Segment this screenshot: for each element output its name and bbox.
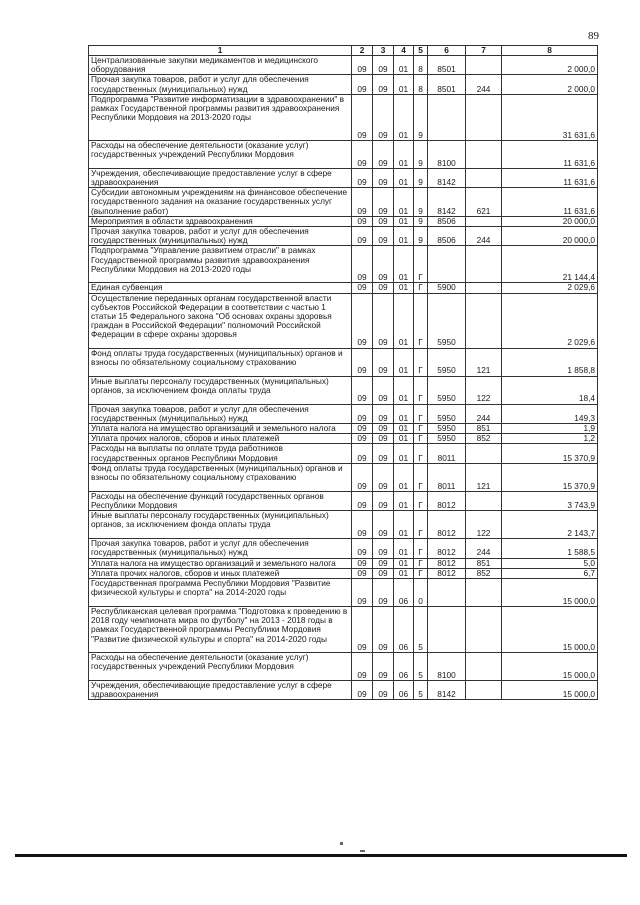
code-cell: 06 bbox=[394, 681, 414, 700]
code-cell: 01 bbox=[394, 558, 414, 568]
bottom-rule bbox=[15, 854, 627, 857]
code-cell: 09 bbox=[352, 283, 373, 293]
code-cell: 8012 bbox=[428, 491, 466, 510]
code-cell: 01 bbox=[394, 188, 414, 217]
code-cell: 09 bbox=[373, 56, 394, 75]
scan-mark bbox=[360, 850, 365, 852]
row-label: Государственная программа Республики Мордовия "Развитие физической культуры и спорта" на 2014-2020 годы bbox=[89, 579, 352, 607]
table-row bbox=[89, 376, 598, 404]
code-cell: 09 bbox=[373, 227, 394, 246]
code-cell: 5950 bbox=[428, 376, 466, 404]
code-cell: 09 bbox=[352, 681, 373, 700]
code-cell: 09 bbox=[352, 511, 373, 539]
code-cell bbox=[466, 579, 502, 607]
code-cell: 8 bbox=[414, 75, 428, 94]
code-cell: 5950 bbox=[428, 434, 466, 444]
code-cell: 01 bbox=[394, 434, 414, 444]
code-cell: 06 bbox=[394, 579, 414, 607]
code-cell: 09 bbox=[352, 94, 373, 140]
code-cell: 5950 bbox=[428, 404, 466, 423]
code-cell: 01 bbox=[394, 168, 414, 187]
code-cell: 01 bbox=[394, 283, 414, 293]
amount-cell: 15 370,9 bbox=[502, 444, 598, 463]
code-cell bbox=[466, 293, 502, 348]
code-cell bbox=[428, 607, 466, 653]
code-cell: 8012 bbox=[428, 511, 466, 539]
amount-cell: 1 588,5 bbox=[502, 539, 598, 558]
code-cell: 09 bbox=[373, 681, 394, 700]
table-row bbox=[89, 491, 598, 510]
code-cell: 09 bbox=[373, 463, 394, 491]
code-cell: 01 bbox=[394, 56, 414, 75]
code-cell: 01 bbox=[394, 94, 414, 140]
row-label: Прочая закупка товаров, работ и услуг для обеспечения государственных (муниципальных) нужд bbox=[89, 227, 352, 246]
code-cell: 09 bbox=[352, 404, 373, 423]
code-cell: 244 bbox=[466, 539, 502, 558]
code-cell: 01 bbox=[394, 376, 414, 404]
code-cell bbox=[428, 94, 466, 140]
code-cell: 852 bbox=[466, 568, 502, 578]
code-cell: 09 bbox=[373, 283, 394, 293]
code-cell: 01 bbox=[394, 216, 414, 226]
code-cell bbox=[466, 168, 502, 187]
table-row bbox=[89, 216, 598, 226]
code-cell: 0 bbox=[414, 579, 428, 607]
code-cell: 121 bbox=[466, 348, 502, 376]
code-cell: 09 bbox=[373, 348, 394, 376]
table-row bbox=[89, 94, 598, 140]
code-cell: 09 bbox=[373, 539, 394, 558]
code-cell: 09 bbox=[373, 444, 394, 463]
code-cell: 01 bbox=[394, 348, 414, 376]
table-row bbox=[89, 463, 598, 491]
code-cell: 9 bbox=[414, 94, 428, 140]
table-row bbox=[89, 227, 598, 246]
code-cell: 09 bbox=[373, 140, 394, 168]
table-row bbox=[89, 434, 598, 444]
code-cell: 8 bbox=[414, 56, 428, 75]
code-cell: 244 bbox=[466, 404, 502, 423]
code-cell bbox=[466, 56, 502, 75]
table-row bbox=[89, 579, 598, 607]
amount-cell: 31 631,6 bbox=[502, 94, 598, 140]
code-cell: Г bbox=[414, 283, 428, 293]
code-cell: 01 bbox=[394, 424, 414, 434]
code-cell bbox=[428, 579, 466, 607]
column-header: 7 bbox=[466, 46, 502, 56]
table-row bbox=[89, 511, 598, 539]
code-cell: 8506 bbox=[428, 216, 466, 226]
column-header: 4 bbox=[394, 46, 414, 56]
code-cell: 09 bbox=[373, 653, 394, 681]
code-cell: 01 bbox=[394, 444, 414, 463]
code-cell: 9 bbox=[414, 216, 428, 226]
code-cell: 09 bbox=[352, 579, 373, 607]
amount-cell: 11 631,6 bbox=[502, 168, 598, 187]
row-label: Уплата налога на имущество организаций и земельного налога bbox=[89, 558, 352, 568]
code-cell: 122 bbox=[466, 376, 502, 404]
row-label: Единая субвенция bbox=[89, 283, 352, 293]
code-cell: 09 bbox=[352, 246, 373, 283]
code-cell bbox=[466, 607, 502, 653]
code-cell: 09 bbox=[352, 188, 373, 217]
code-cell: 09 bbox=[352, 491, 373, 510]
code-cell: 122 bbox=[466, 511, 502, 539]
table-row bbox=[89, 539, 598, 558]
code-cell: 09 bbox=[373, 188, 394, 217]
table-row bbox=[89, 56, 598, 75]
code-cell: Г bbox=[414, 568, 428, 578]
amount-cell: 18,4 bbox=[502, 376, 598, 404]
code-cell: 09 bbox=[352, 75, 373, 94]
code-cell: 09 bbox=[352, 539, 373, 558]
code-cell: Г bbox=[414, 463, 428, 491]
scan-mark bbox=[340, 842, 343, 845]
code-cell: 09 bbox=[352, 348, 373, 376]
code-cell: 9 bbox=[414, 168, 428, 187]
table-header-row bbox=[89, 46, 598, 56]
code-cell bbox=[466, 444, 502, 463]
row-label: Осуществление переданных органам государственной власти субъектов Российской Федерации в соответствии с частью 1 статьи 15 Федерального закона "Об основах охраны здоровья граждан в Российской Федерации" полномочий Российской Федерации в сфере охраны здоровья bbox=[89, 293, 352, 348]
code-cell: 8100 bbox=[428, 140, 466, 168]
code-cell: 01 bbox=[394, 568, 414, 578]
code-cell: 8501 bbox=[428, 75, 466, 94]
code-cell: Г bbox=[414, 511, 428, 539]
code-cell: 851 bbox=[466, 424, 502, 434]
amount-cell: 15 000,0 bbox=[502, 681, 598, 700]
code-cell: 8100 bbox=[428, 653, 466, 681]
code-cell: 09 bbox=[373, 216, 394, 226]
code-cell: 01 bbox=[394, 539, 414, 558]
row-label: Подпрограмма "Управление развитием отрасли" в рамках Государственной программы развития здравоохранения Республики Мордовия на 2013-2020 годы bbox=[89, 246, 352, 283]
code-cell bbox=[466, 94, 502, 140]
budget-table bbox=[88, 45, 598, 700]
table-row bbox=[89, 348, 598, 376]
column-header: 3 bbox=[373, 46, 394, 56]
amount-cell: 20 000,0 bbox=[502, 227, 598, 246]
code-cell: 01 bbox=[394, 491, 414, 510]
code-cell: 09 bbox=[352, 568, 373, 578]
code-cell: Г bbox=[414, 558, 428, 568]
code-cell: 621 bbox=[466, 188, 502, 217]
code-cell bbox=[466, 140, 502, 168]
code-cell: 09 bbox=[373, 246, 394, 283]
table-row bbox=[89, 140, 598, 168]
code-cell: 09 bbox=[373, 434, 394, 444]
amount-cell: 6,7 bbox=[502, 568, 598, 578]
table-row bbox=[89, 653, 598, 681]
row-label: Фонд оплаты труда государственных (муниципальных) органов и взносы по обязательному социальному страхованию bbox=[89, 348, 352, 376]
code-cell: 09 bbox=[352, 227, 373, 246]
amount-cell: 15 000,0 bbox=[502, 579, 598, 607]
code-cell: 09 bbox=[352, 293, 373, 348]
code-cell bbox=[466, 216, 502, 226]
code-cell: 01 bbox=[394, 511, 414, 539]
column-header: 8 bbox=[502, 46, 598, 56]
amount-cell: 1 858,8 bbox=[502, 348, 598, 376]
row-label: Иные выплаты персоналу государственных (муниципальных) органов, за исключением фонда оплаты труда bbox=[89, 376, 352, 404]
amount-cell: 2 029,6 bbox=[502, 293, 598, 348]
table-row bbox=[89, 681, 598, 700]
code-cell: 8012 bbox=[428, 568, 466, 578]
code-cell: 09 bbox=[373, 376, 394, 404]
code-cell: 5 bbox=[414, 681, 428, 700]
code-cell: 852 bbox=[466, 434, 502, 444]
amount-cell: 2 000,0 bbox=[502, 75, 598, 94]
column-header: 2 bbox=[352, 46, 373, 56]
code-cell: 01 bbox=[394, 293, 414, 348]
code-cell: 244 bbox=[466, 75, 502, 94]
amount-cell: 15 000,0 bbox=[502, 607, 598, 653]
code-cell: 09 bbox=[352, 56, 373, 75]
amount-cell: 1,2 bbox=[502, 434, 598, 444]
code-cell: 09 bbox=[352, 434, 373, 444]
row-label: Учреждения, обеспечивающие предоставление услуг в сфере здравоохранения bbox=[89, 681, 352, 700]
table-row bbox=[89, 444, 598, 463]
table-row bbox=[89, 168, 598, 187]
code-cell: Г bbox=[414, 404, 428, 423]
code-cell: 09 bbox=[373, 94, 394, 140]
row-label: Иные выплаты персоналу государственных (муниципальных) органов, за исключением фонда оплаты труда bbox=[89, 511, 352, 539]
code-cell: 8501 bbox=[428, 56, 466, 75]
code-cell: 09 bbox=[373, 424, 394, 434]
code-cell: 8011 bbox=[428, 463, 466, 491]
code-cell: 01 bbox=[394, 404, 414, 423]
row-label: Учреждения, обеспечивающие предоставление услуг в сфере здравоохранения bbox=[89, 168, 352, 187]
code-cell: Г bbox=[414, 434, 428, 444]
row-label: Расходы на обеспечение деятельности (оказание услуг) государственных учреждений Республики Мордовия bbox=[89, 140, 352, 168]
code-cell: 09 bbox=[373, 568, 394, 578]
table-row bbox=[89, 607, 598, 653]
table-row bbox=[89, 283, 598, 293]
row-label: Расходы на выплаты по оплате труда работников государственных органов Республики Мордовия bbox=[89, 444, 352, 463]
code-cell: 06 bbox=[394, 607, 414, 653]
table-row bbox=[89, 293, 598, 348]
amount-cell: 1,9 bbox=[502, 424, 598, 434]
column-header: 1 bbox=[89, 46, 352, 56]
code-cell: Г bbox=[414, 444, 428, 463]
code-cell: 01 bbox=[394, 227, 414, 246]
amount-cell: 3 743,9 bbox=[502, 491, 598, 510]
code-cell: 01 bbox=[394, 140, 414, 168]
row-label: Прочая закупка товаров, работ и услуг для обеспечения государственных (муниципальных) нужд bbox=[89, 404, 352, 423]
code-cell: Г bbox=[414, 376, 428, 404]
code-cell: 5950 bbox=[428, 424, 466, 434]
code-cell: 01 bbox=[394, 463, 414, 491]
code-cell: 5950 bbox=[428, 293, 466, 348]
page-number: 89 bbox=[588, 30, 599, 42]
table-row bbox=[89, 558, 598, 568]
code-cell: Г bbox=[414, 424, 428, 434]
code-cell bbox=[466, 246, 502, 283]
code-cell: 06 bbox=[394, 653, 414, 681]
amount-cell: 5,0 bbox=[502, 558, 598, 568]
code-cell: 9 bbox=[414, 188, 428, 217]
code-cell: 5900 bbox=[428, 283, 466, 293]
code-cell bbox=[466, 681, 502, 700]
code-cell bbox=[466, 653, 502, 681]
code-cell: Г bbox=[414, 491, 428, 510]
code-cell: 09 bbox=[352, 463, 373, 491]
row-label: Расходы на обеспечение деятельности (оказание услуг) государственных учреждений Республики Мордовия bbox=[89, 653, 352, 681]
code-cell: 8011 bbox=[428, 444, 466, 463]
code-cell: 8012 bbox=[428, 558, 466, 568]
table-row bbox=[89, 424, 598, 434]
table-row bbox=[89, 246, 598, 283]
code-cell: Г bbox=[414, 246, 428, 283]
code-cell: 121 bbox=[466, 463, 502, 491]
code-cell: 09 bbox=[352, 140, 373, 168]
code-cell: 8142 bbox=[428, 681, 466, 700]
row-label: Республиканская целевая программа "Подготовка к проведению в 2018 году чемпионата мира по футболу" на 2013 - 2018 годы в рамках Государственной программы Республики Мордовия "Развитие физической культуры и спорта" на 2014-2020 годы bbox=[89, 607, 352, 653]
table-row bbox=[89, 404, 598, 423]
amount-cell: 15 370,9 bbox=[502, 463, 598, 491]
code-cell: 09 bbox=[352, 424, 373, 434]
amount-cell: 2 143,7 bbox=[502, 511, 598, 539]
code-cell: 8506 bbox=[428, 227, 466, 246]
code-cell: 01 bbox=[394, 246, 414, 283]
amount-cell: 2 000,0 bbox=[502, 56, 598, 75]
row-label: Фонд оплаты труда государственных (муниципальных) органов и взносы по обязательному социальному страхованию bbox=[89, 463, 352, 491]
code-cell: 09 bbox=[352, 216, 373, 226]
row-label: Расходы на обеспечение функций государственных органов Республики Мордовия bbox=[89, 491, 352, 510]
code-cell: 09 bbox=[352, 168, 373, 187]
code-cell: 09 bbox=[352, 444, 373, 463]
code-cell bbox=[466, 491, 502, 510]
code-cell: 09 bbox=[373, 75, 394, 94]
amount-cell: 20 000,0 bbox=[502, 216, 598, 226]
code-cell: 09 bbox=[373, 293, 394, 348]
code-cell bbox=[466, 283, 502, 293]
code-cell: 01 bbox=[394, 75, 414, 94]
column-header: 5 bbox=[414, 46, 428, 56]
code-cell: Г bbox=[414, 539, 428, 558]
row-label: Подпрограмма "Развитие информатизации в здравоохранении" в рамках Государственной программы развития здравоохранения Республики Мордовия на 2013-2020 годы bbox=[89, 94, 352, 140]
amount-cell: 15 000,0 bbox=[502, 653, 598, 681]
code-cell: 09 bbox=[352, 607, 373, 653]
code-cell: 09 bbox=[352, 558, 373, 568]
code-cell: 5 bbox=[414, 653, 428, 681]
row-label: Прочая закупка товаров, работ и услуг для обеспечения государственных (муниципальных) нужд bbox=[89, 75, 352, 94]
code-cell: 09 bbox=[373, 168, 394, 187]
code-cell: 9 bbox=[414, 227, 428, 246]
table-row bbox=[89, 75, 598, 94]
code-cell bbox=[428, 246, 466, 283]
row-label: Субсидии автономным учреждениям на финансовое обеспечение государственного задания на оказание государственных услуг (выполнение работ) bbox=[89, 188, 352, 217]
row-label: Уплата налога на имущество организаций и земельного налога bbox=[89, 424, 352, 434]
code-cell: 09 bbox=[373, 404, 394, 423]
code-cell: 5950 bbox=[428, 348, 466, 376]
row-label: Уплата прочих налогов, сборов и иных платежей bbox=[89, 568, 352, 578]
code-cell: Г bbox=[414, 348, 428, 376]
row-label: Централизованные закупки медикаментов и медицинского оборудования bbox=[89, 56, 352, 75]
row-label: Прочая закупка товаров, работ и услуг для обеспечения государственных (муниципальных) нужд bbox=[89, 539, 352, 558]
code-cell: 09 bbox=[373, 607, 394, 653]
amount-cell: 2 029,6 bbox=[502, 283, 598, 293]
code-cell: 09 bbox=[373, 579, 394, 607]
code-cell: 09 bbox=[373, 491, 394, 510]
code-cell: 851 bbox=[466, 558, 502, 568]
row-label: Уплата прочих налогов, сборов и иных платежей bbox=[89, 434, 352, 444]
row-label: Мероприятия в области здравоохранения bbox=[89, 216, 352, 226]
code-cell: 09 bbox=[352, 376, 373, 404]
code-cell: 244 bbox=[466, 227, 502, 246]
code-cell: 8012 bbox=[428, 539, 466, 558]
table-row bbox=[89, 568, 598, 578]
amount-cell: 11 631,6 bbox=[502, 140, 598, 168]
code-cell: 8142 bbox=[428, 168, 466, 187]
code-cell: 9 bbox=[414, 140, 428, 168]
code-cell: 09 bbox=[373, 558, 394, 568]
column-header: 6 bbox=[428, 46, 466, 56]
code-cell: 8142 bbox=[428, 188, 466, 217]
amount-cell: 21 144,4 bbox=[502, 246, 598, 283]
code-cell: Г bbox=[414, 293, 428, 348]
amount-cell: 11 631,6 bbox=[502, 188, 598, 217]
table-row bbox=[89, 188, 598, 217]
code-cell: 5 bbox=[414, 607, 428, 653]
code-cell: 09 bbox=[352, 653, 373, 681]
amount-cell: 149,3 bbox=[502, 404, 598, 423]
code-cell: 09 bbox=[373, 511, 394, 539]
